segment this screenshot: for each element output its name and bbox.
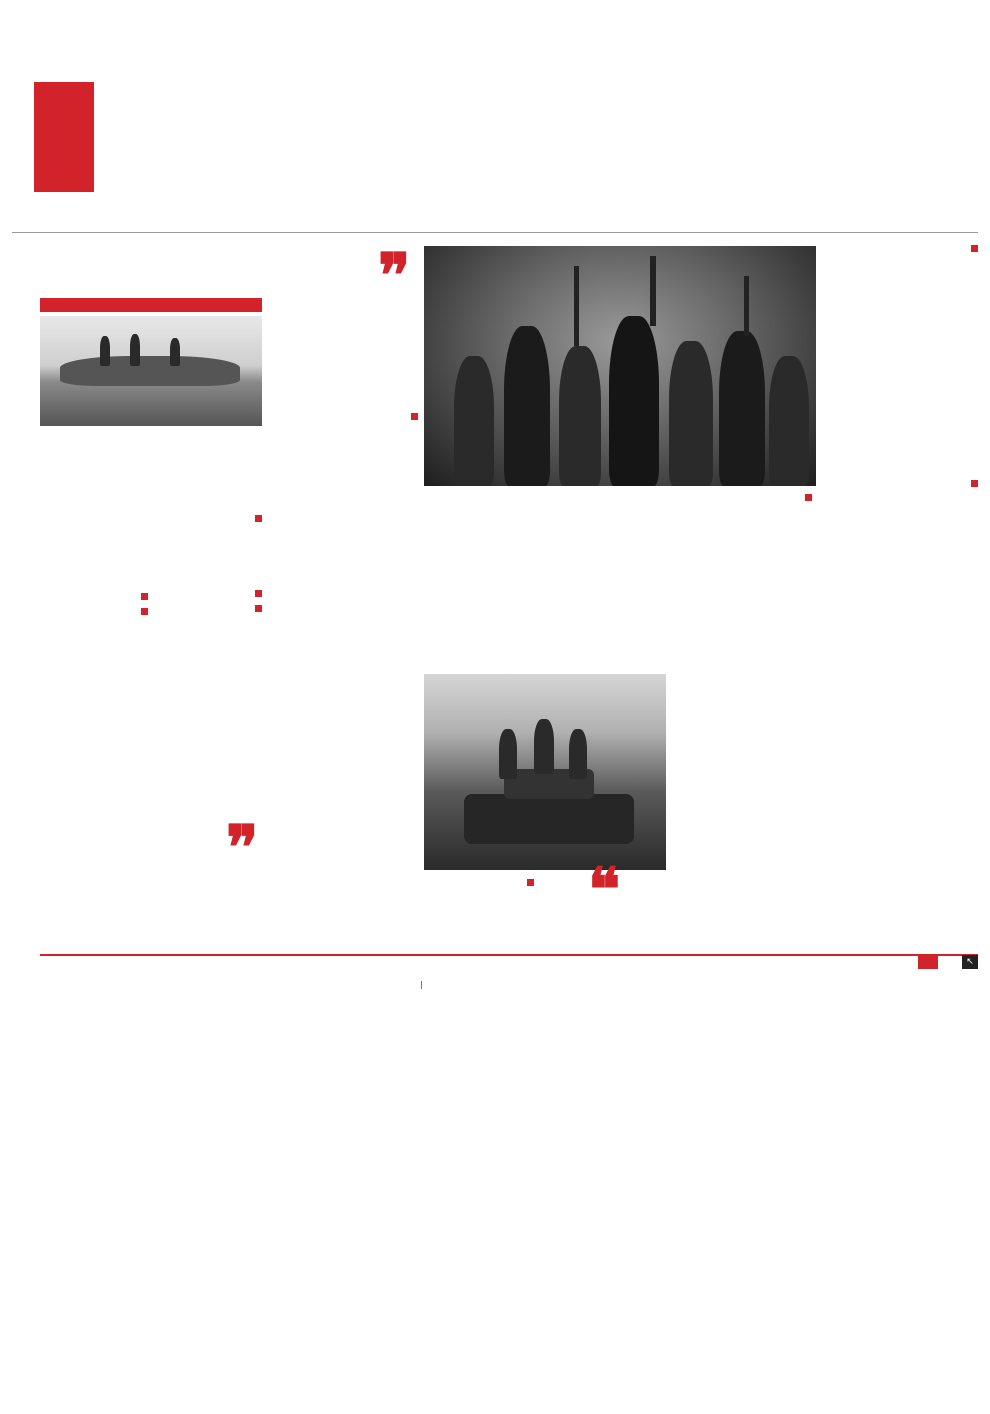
- quote-mark-icon: ❞: [226, 813, 259, 883]
- caption-block: [424, 874, 534, 938]
- paper-logo: [34, 82, 94, 192]
- article-column-4-top: [424, 492, 534, 670]
- crossword-credit: |: [420, 980, 423, 989]
- tank-photo: [424, 674, 666, 870]
- down-clues: [340, 1214, 628, 1344]
- arrow-icon: ↖: [962, 955, 978, 969]
- bullet-icon: [255, 590, 262, 597]
- article-column-1: [838, 478, 978, 940]
- crossword-grid[interactable]: [637, 1000, 935, 1345]
- pull-quote-1: [282, 290, 418, 400]
- sidebar-photo: [40, 316, 262, 426]
- crossword-section-bar: [40, 954, 978, 970]
- sidebar-column-left: [40, 588, 148, 940]
- article-column-3-top: [538, 492, 666, 670]
- article-column-5: [282, 408, 418, 938]
- bullet-icon: [527, 879, 534, 886]
- crossword-label: [918, 955, 938, 969]
- main-photo: [424, 246, 816, 486]
- masthead: [12, 70, 978, 150]
- masthead-divider: [12, 232, 978, 233]
- sidebar-lead-block: [40, 512, 262, 582]
- bullet-icon: [255, 605, 262, 612]
- across-clues: [340, 998, 628, 1184]
- bullet-icon: [971, 245, 978, 252]
- solution-grid: [40, 1204, 330, 1348]
- sidebar-label: [40, 298, 262, 312]
- sudoku-grid[interactable]: [40, 1036, 194, 1190]
- bullet-icon: [255, 515, 262, 522]
- masthead-vertical-text: [167, 75, 181, 193]
- bullet-icon: [141, 608, 148, 615]
- article-column-2: [672, 492, 812, 940]
- pull-quote-2: [538, 878, 666, 938]
- bullet-icon: [971, 480, 978, 487]
- section-logo: [422, 78, 552, 138]
- sidebar-pull-quote: [154, 860, 262, 940]
- bullet-icon: [805, 494, 812, 501]
- quote-mark-icon: ❝: [588, 855, 621, 925]
- article-lead-column: [838, 242, 978, 472]
- bullet-icon: [141, 593, 148, 600]
- bullet-icon: [411, 413, 418, 420]
- quote-mark-icon: ❞: [378, 241, 411, 311]
